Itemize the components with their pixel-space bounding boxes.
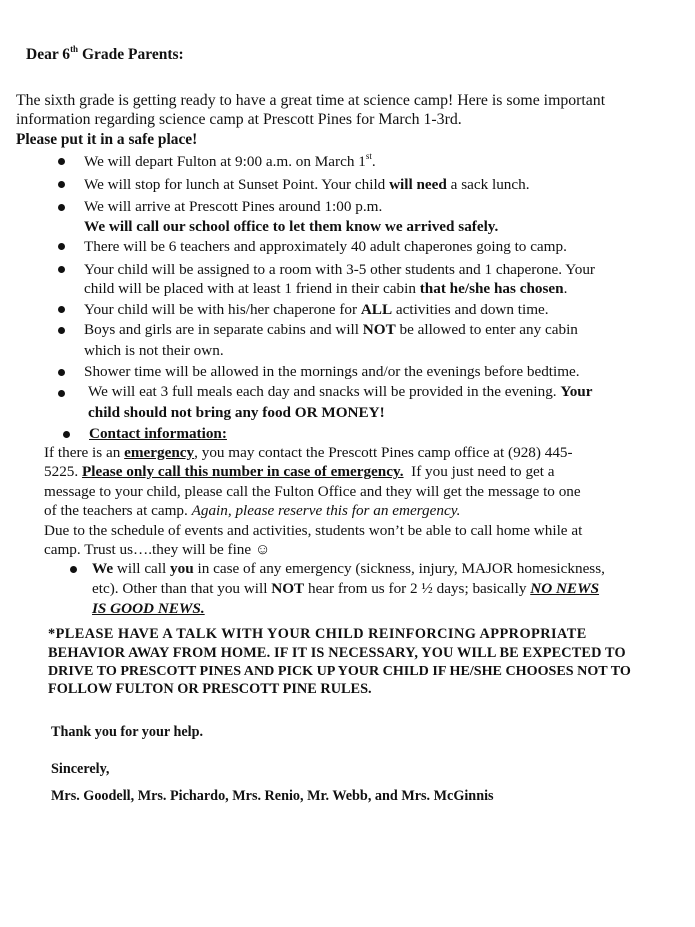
bullet-item-continued: child will be placed with at least 1 friend in their cabin that he/she has chosen.	[84, 280, 568, 297]
bullet-item: Shower time will be allowed in the mornings and/or the evenings before bedtime.	[84, 363, 580, 380]
bullet-item: We will eat 3 full meals each day and snacks will be provided in the evening. Your	[88, 383, 593, 400]
bullet-item-continued: IS GOOD NEWS.	[92, 600, 205, 617]
intro-line: information regarding science camp at Prescott Pines for March 1-3rd.	[16, 111, 462, 128]
bullet-item-continued: which is not their own.	[84, 342, 224, 359]
bullet-item: Your child will be assigned to a room with 3-5 other students and 1 chaperone. Your	[84, 261, 595, 278]
contact-line: message to your child, please call the Fulton Office and they will get the message to one	[44, 483, 581, 500]
salutation: Dear 6th Grade Parents:	[26, 43, 184, 63]
bullet-item: We will stop for lunch at Sunset Point. Your child will need a sack lunch.	[84, 176, 530, 193]
bullet-dot	[58, 181, 65, 188]
bullet-dot	[58, 243, 65, 250]
contact-line: Due to the schedule of events and activities, students won’t be able to call home while at	[44, 522, 583, 539]
bullet-item: Your child will be with his/her chaperone for ALL activities and down time.	[84, 301, 549, 318]
bullet-dot	[63, 431, 70, 438]
bullet-dot	[58, 390, 65, 397]
contact-line: camp. Trust us….they will be fine ☺	[44, 541, 271, 558]
bullet-dot	[58, 306, 65, 313]
notice-line: FOLLOW FULTON OR PRESCOTT PINE RULES.	[48, 681, 372, 697]
bullet-item: We will depart Fulton at 9:00 a.m. on March 1st.	[84, 150, 376, 170]
bullet-dot	[58, 158, 65, 165]
contact-line: If there is an emergency, you may contact the Prescott Pines camp office at (928) 445-	[44, 444, 573, 461]
bullet-dot	[70, 566, 77, 573]
signatures: Mrs. Goodell, Mrs. Pichardo, Mrs. Renio, Mr. Webb, and Mrs. McGinnis	[51, 788, 494, 804]
intro-line: Please put it in a safe place!	[16, 131, 198, 148]
notice-line: DRIVE TO PRESCOTT PINES AND PICK UP YOUR CHILD IF HE/SHE CHOOSES NOT TO	[48, 663, 631, 679]
bullet-item-continued: child should not bring any food OR MONEY!	[88, 404, 385, 421]
bullet-dot	[58, 369, 65, 376]
thanks-line: Thank you for your help.	[51, 724, 204, 740]
bullet-item: There will be 6 teachers and approximately 40 adult chaperones going to camp.	[84, 238, 567, 255]
bullet-item: We will call you in case of any emergency (sickness, injury, MAJOR homesickness,	[92, 560, 605, 577]
bullet-item-continued: We will call our school office to let them know we arrived safely.	[84, 218, 499, 235]
closing-line: Sincerely,	[51, 761, 110, 777]
notice-line: BEHAVIOR AWAY FROM HOME. IF IT IS NECESSARY, YOU WILL BE EXPECTED TO	[48, 645, 626, 661]
contact-line: 5225. Please only call this number in case of emergency. If you just need to get a	[44, 463, 555, 480]
notice-line: *PLEASE HAVE A TALK WITH YOUR CHILD REINFORCING APPROPRIATE	[48, 626, 587, 642]
bullet-item: Boys and girls are in separate cabins and will NOT be allowed to enter any cabin	[84, 321, 578, 338]
bullet-item-continued: etc). Other than that you will NOT hear from us for 2 ½ days; basically NO NEWS	[92, 580, 600, 597]
bullet-item: We will arrive at Prescott Pines around 1:00 p.m.	[84, 198, 383, 215]
bullet-dot	[58, 327, 65, 334]
bullet-dot	[58, 266, 65, 273]
bullet-dot	[58, 204, 65, 211]
intro-line: The sixth grade is getting ready to have a great time at science camp! Here is some important	[16, 92, 606, 109]
contact-line: of the teachers at camp. Again, please reserve this for an emergency.	[44, 502, 461, 519]
contact-heading: Contact information:	[89, 425, 227, 442]
